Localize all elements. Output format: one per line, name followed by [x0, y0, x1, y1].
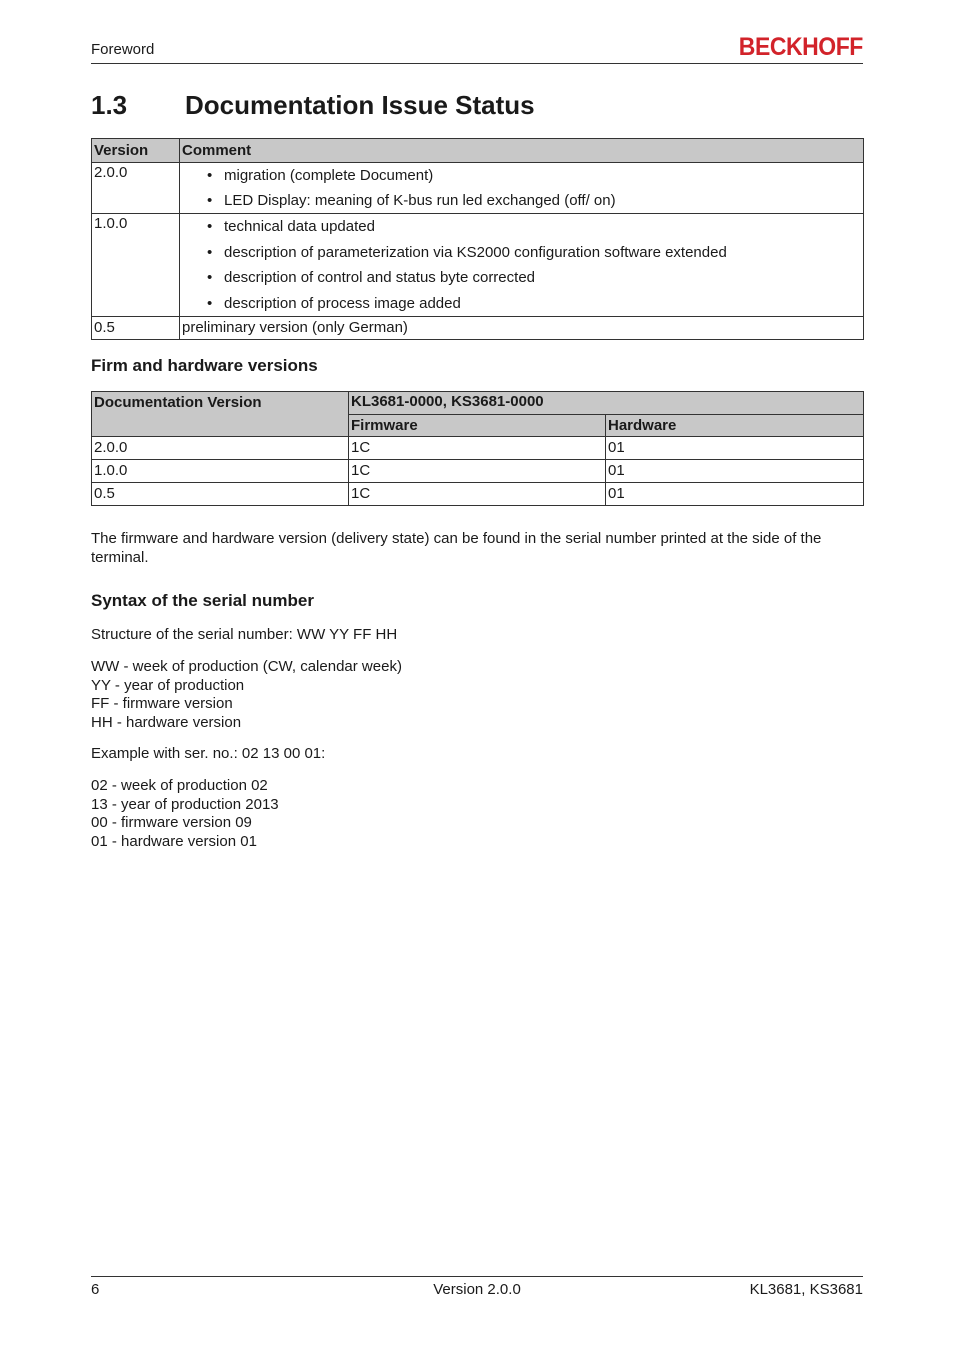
serial-heading: Syntax of the serial number	[91, 591, 314, 610]
example-line: 13 - year of production 2013	[91, 795, 279, 813]
version-cell: 2.0.0	[92, 163, 180, 214]
issue-status-table	[91, 138, 864, 340]
footer-product: KL3681, KS3681	[749, 1281, 863, 1298]
example-line: 01 - hardware version 01	[91, 832, 257, 850]
footer-version: Version 2.0.0	[433, 1281, 521, 1298]
firm-hardware-heading: Firm and hardware versions	[91, 356, 318, 375]
list-item: • description of control and status byte corrected	[204, 265, 861, 291]
serial-example	[91, 777, 864, 851]
col-header-version: Version	[92, 139, 180, 163]
doc-version-cell: 0.5	[92, 483, 349, 506]
serial-example-intro: Example with ser. no.: 02 13 00 01:	[91, 745, 326, 762]
legend-line: YY - year of production	[91, 676, 245, 694]
comment-cell	[180, 163, 864, 214]
doc-version-cell: 1.0.0	[92, 460, 349, 483]
table-row	[92, 483, 864, 506]
list-item: • description of process image added	[204, 291, 861, 317]
table-row	[92, 163, 864, 214]
legend-line: HH - hardware version	[91, 713, 242, 731]
header-section-title: Foreword	[91, 41, 155, 58]
col-header-product: KL3681-0000, KS3681-0000	[349, 392, 864, 415]
version-cell: 0.5	[92, 317, 180, 340]
col-header-doc-version: Documentation Version	[92, 392, 349, 437]
firm-hardware-note: The firmware and hardware version (delivery state) can be found in the serial number printed at the side of the terminal.	[91, 530, 822, 566]
legend-line: FF - firmware version	[91, 695, 233, 712]
beckhoff-logo: BECKHOFF	[738, 33, 863, 61]
page-title	[91, 90, 535, 121]
col-header-firmware: Firmware	[349, 415, 606, 437]
table-row	[92, 317, 864, 340]
serial-legend	[91, 658, 864, 732]
hardware-cell: 01	[606, 437, 864, 460]
list-item: • technical data updated	[204, 214, 861, 240]
firmware-cell: 1C	[349, 483, 606, 506]
list-item: • migration (complete Document)	[204, 163, 861, 188]
firmware-cell: 1C	[349, 437, 606, 460]
section-title: Documentation Issue Status	[185, 90, 535, 120]
legend-line: WW - week of production (CW, calendar week)	[91, 658, 402, 675]
firmware-cell: 1C	[349, 460, 606, 483]
table-row	[92, 214, 864, 317]
col-header-comment: Comment	[180, 139, 864, 163]
col-header-hardware: Hardware	[606, 415, 864, 437]
example-line: 02 - week of production 02	[91, 777, 268, 794]
list-item: • description of parameterization via KS2000 configuration software extended	[204, 240, 861, 266]
hardware-cell: 01	[606, 460, 864, 483]
comment-cell	[180, 214, 864, 317]
header-divider	[91, 63, 863, 64]
comment-cell: preliminary version (only German)	[180, 317, 864, 340]
table-row	[92, 437, 864, 460]
footer-divider	[91, 1276, 863, 1277]
doc-version-cell: 2.0.0	[92, 437, 349, 460]
page-number: 6	[91, 1281, 100, 1298]
version-cell: 1.0.0	[92, 214, 180, 317]
table-row	[92, 460, 864, 483]
hardware-cell: 01	[606, 483, 864, 506]
firm-hardware-table	[91, 391, 864, 506]
list-item: • LED Display: meaning of K-bus run led exchanged (off/ on)	[204, 188, 861, 213]
serial-structure: Structure of the serial number: WW YY FF HH	[91, 626, 398, 643]
example-line: 00 - firmware version 09	[91, 814, 252, 831]
section-number: 1.3	[91, 90, 128, 120]
